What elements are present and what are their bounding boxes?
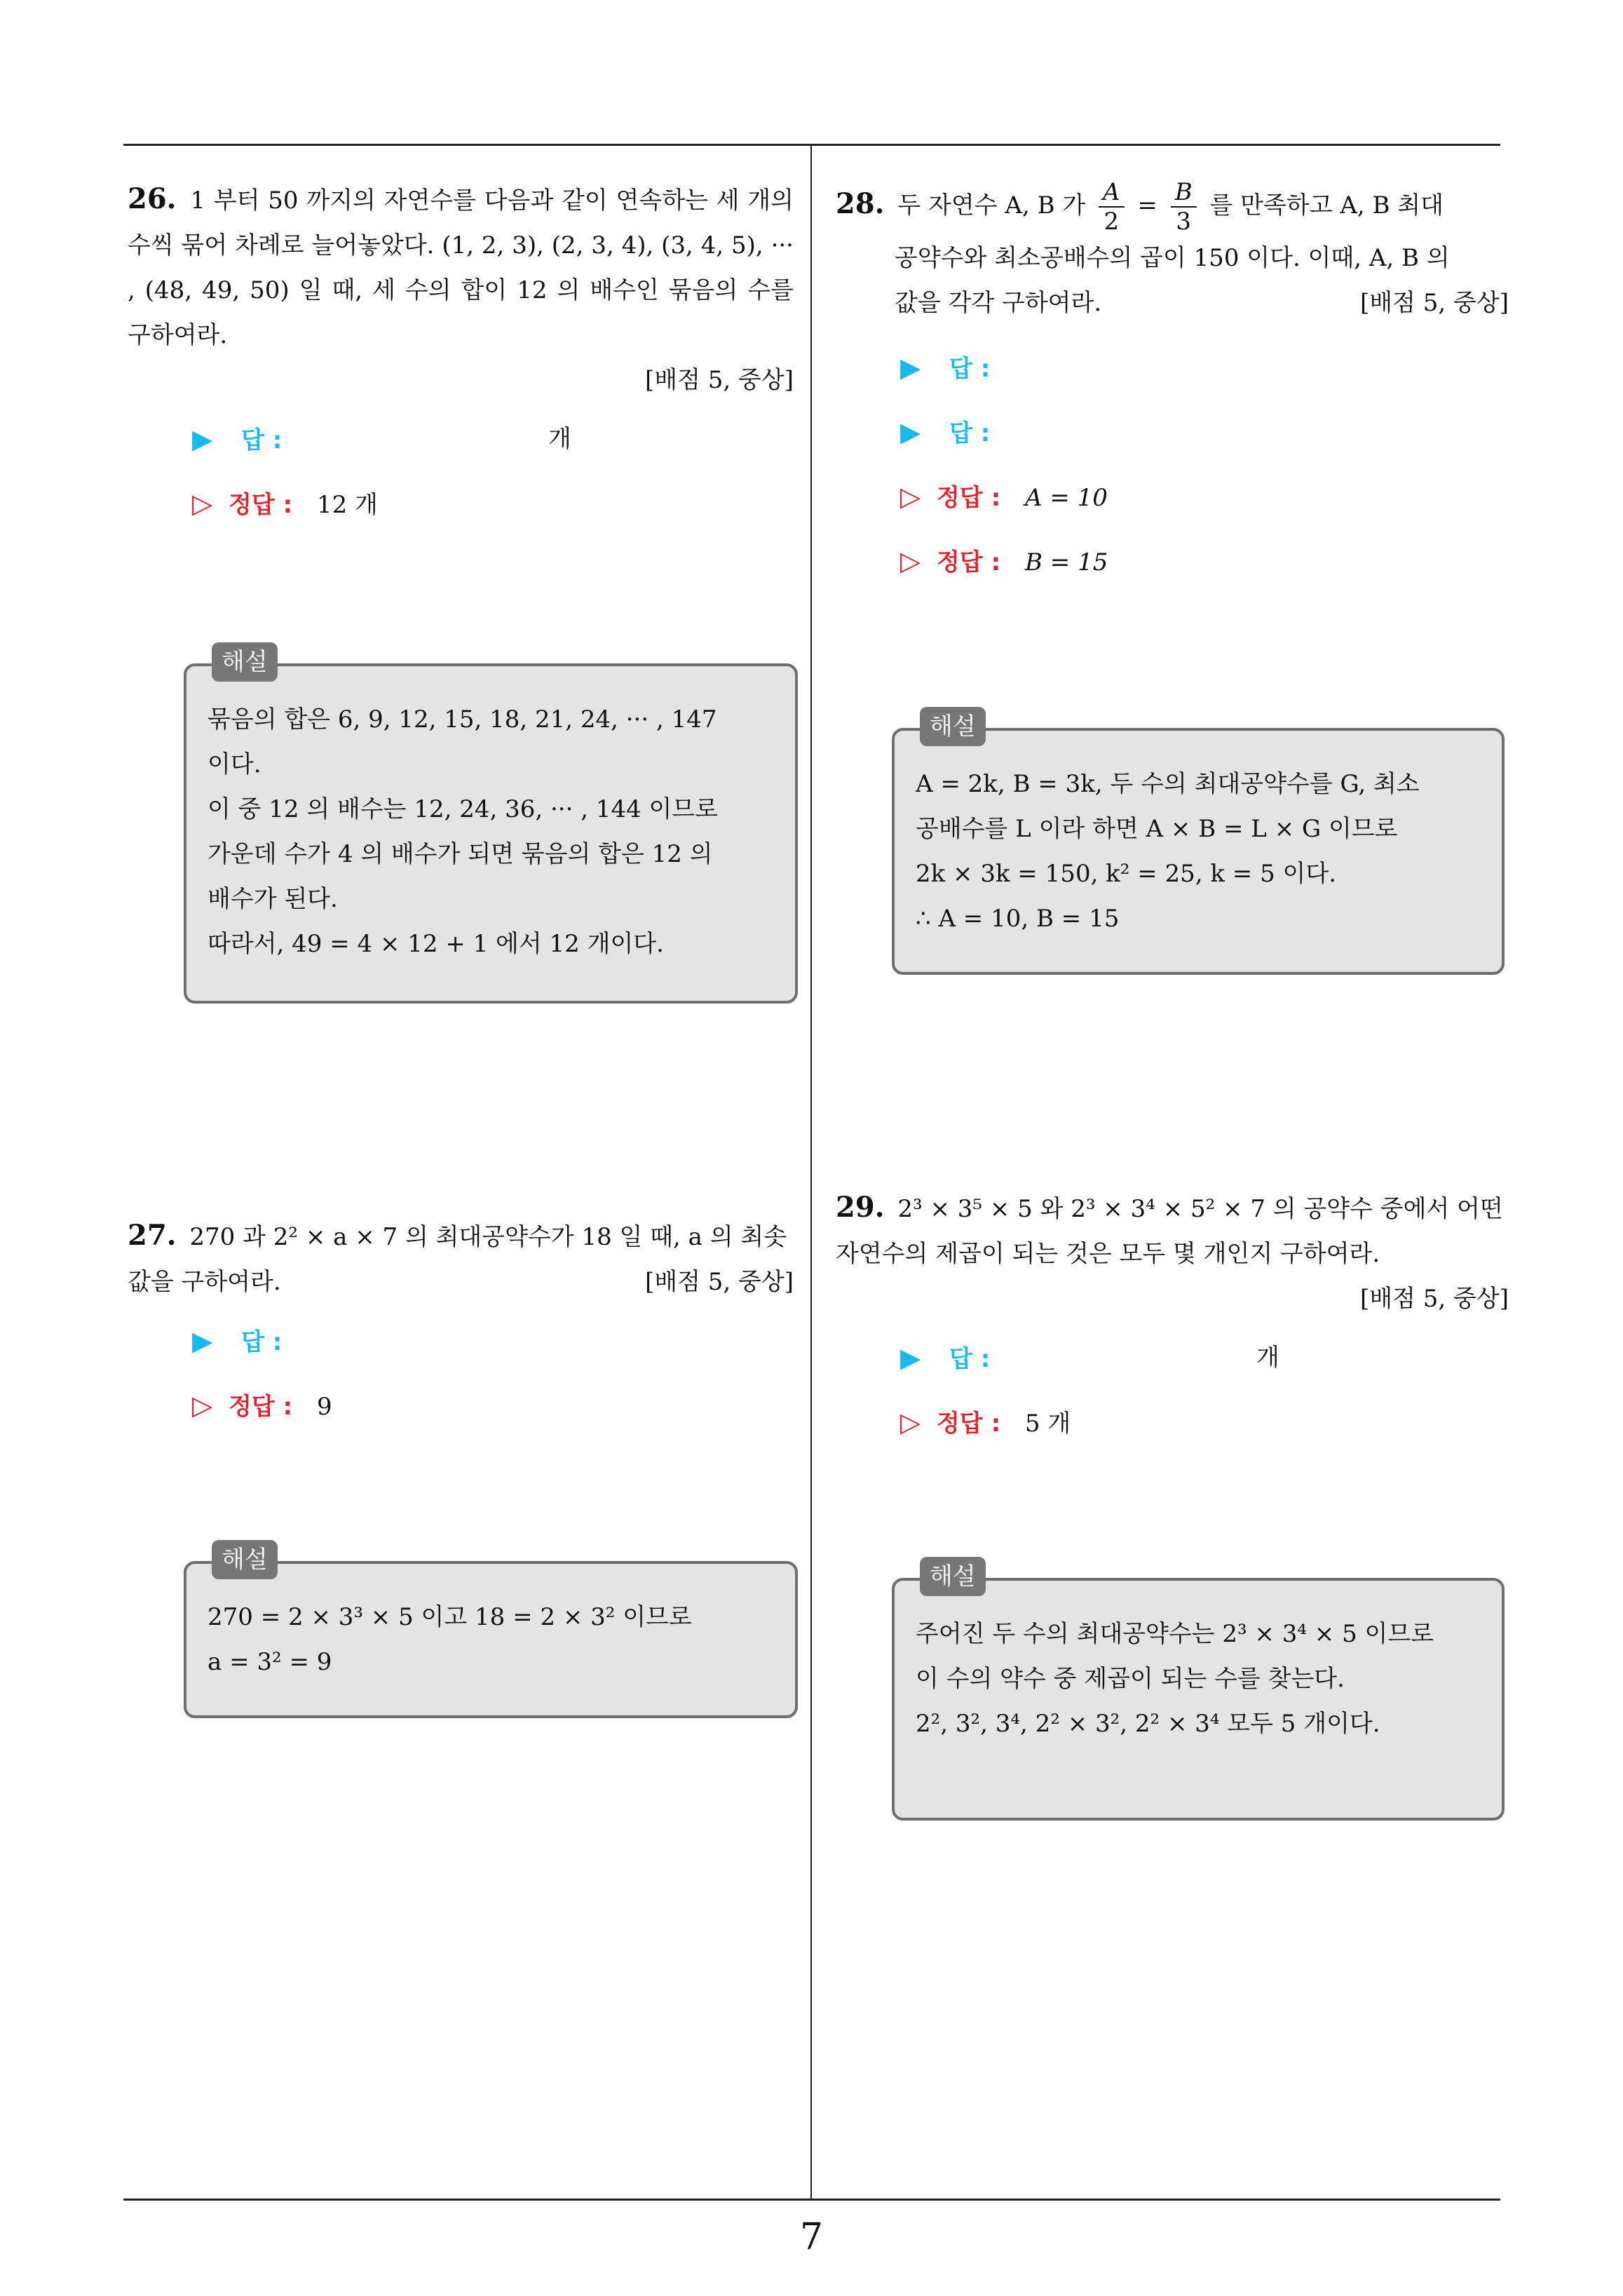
problem-number: 28. — [836, 187, 885, 220]
correct-arrow-icon: ▷ — [900, 1407, 921, 1438]
fraction-numerator: B — [1171, 178, 1197, 208]
problem-27 — [128, 1213, 794, 1426]
problem-number: 29. — [836, 1191, 885, 1224]
correct-value: B = 15 — [1024, 548, 1108, 576]
answer-arrow-icon: ▶ — [192, 1325, 213, 1356]
problem-text-line: 값을 각각 구하여라. — [895, 289, 1102, 317]
solution-line: 이 중 12 의 배수는 12, 24, 36, ··· , 144 이므로 — [208, 795, 719, 823]
correct-value: 5 개 — [1024, 1410, 1071, 1438]
correct-answer-row-2 — [900, 540, 1509, 582]
problem-meta: [배점 5, 중상] — [645, 1268, 794, 1296]
answer-label: 답 : — [241, 426, 283, 454]
answer-label: 답 : — [949, 355, 991, 383]
correct-arrow-icon: ▷ — [900, 546, 921, 576]
problem-meta: [배점 5, 중상] — [1360, 1285, 1509, 1313]
correct-label: 정답 : — [937, 1410, 1001, 1438]
answer-unit: 개 — [548, 425, 571, 453]
fraction-numerator: A — [1099, 178, 1125, 208]
answer-label: 답 : — [949, 1345, 991, 1373]
solution-box-26 — [184, 648, 798, 1004]
solution-line: 270 = 2 × 3³ × 5 이고 18 = 2 × 3² 이므로 — [208, 1603, 692, 1631]
answer-arrow-icon: ▶ — [900, 417, 921, 447]
problem-number: 27. — [128, 1219, 177, 1252]
fraction-a — [1099, 178, 1125, 236]
correct-answer-row — [900, 1401, 1509, 1443]
solution-line: 2k × 3k = 150, k² = 25, k = 5 이다. — [916, 860, 1337, 888]
problem-28 — [836, 178, 1509, 582]
solution-tag: 해설 — [920, 707, 986, 746]
correct-value: 9 — [316, 1393, 332, 1421]
solution-box-29 — [892, 1562, 1505, 1821]
correct-value: A = 10 — [1024, 484, 1108, 512]
top-rule — [123, 144, 1500, 146]
answer-row-2 — [900, 411, 1509, 453]
problem-meta: [배점 5, 중상] — [1360, 289, 1509, 317]
answer-row-1 — [900, 346, 1509, 389]
solution-line: 2², 3², 3⁴, 2² × 3², 2² × 3⁴ 모두 5 개이다. — [916, 1710, 1380, 1738]
solution-box-28 — [892, 713, 1505, 975]
problem-text: 1 부터 50 까지의 자연수를 다음과 같이 연속하는 세 개의 수씩 묶어 차례로 늘어놓았다. (1, 2, 3), (2, 3, 4), (3, 4, 5), ··· , (48, 49, 50) 일 때, 세 수의 합이 12 의 배수인 묶음의 수를 구하여라. — [128, 187, 794, 349]
correct-arrow-icon: ▷ — [900, 481, 921, 512]
solution-line: 배수가 된다. — [208, 885, 338, 913]
solution-tag: 해설 — [920, 1557, 986, 1596]
answer-arrow-icon: ▶ — [900, 1342, 921, 1373]
problem-meta: [배점 5, 중상] — [645, 366, 794, 394]
solution-box-27 — [184, 1546, 798, 1718]
problem-text: 2³ × 3⁵ × 5 와 2³ × 3⁴ × 5² × 7 의 공약수 중에서 어떤 자연수의 제곱이 되는 것은 모두 몇 개인지 구하여라. — [836, 1195, 1503, 1268]
correct-label: 정답 : — [937, 548, 1001, 576]
page-number: 7 — [799, 2216, 824, 2258]
problem-number: 26. — [128, 182, 177, 215]
solution-line: 묶음의 합은 6, 9, 12, 15, 18, 21, 24, ··· , 147 — [208, 705, 717, 734]
fraction-denominator: 2 — [1103, 208, 1120, 236]
problem-28-question — [836, 178, 1509, 236]
column-divider — [810, 144, 812, 2200]
solution-line: A = 2k, B = 3k, 두 수의 최대공약수를 G, 최소 — [916, 770, 1420, 798]
answer-label: 답 : — [949, 419, 991, 447]
problem-29 — [836, 1185, 1509, 1443]
problem-text: 270 과 2² × a × 7 의 최대공약수가 18 일 때, a 의 최솟값을 구하여라. — [128, 1223, 787, 1296]
problem-text: 두 자연수 A, B 가 — [897, 191, 1086, 220]
equals-sign: = — [1137, 191, 1157, 220]
solution-line: 이 수의 약수 중 제곱이 되는 수를 찾는다. — [916, 1665, 1345, 1693]
correct-label: 정답 : — [937, 484, 1001, 512]
solution-line: 가운데 수가 4 의 배수가 되면 묶음의 합은 12 의 — [208, 840, 713, 868]
correct-answer-row — [192, 1384, 794, 1426]
correct-arrow-icon: ▷ — [192, 1390, 213, 1421]
solution-line: 따라서, 49 = 4 × 12 + 1 에서 12 개이다. — [208, 930, 664, 958]
solution-line: 주어진 두 수의 최대공약수는 2³ × 3⁴ × 5 이므로 — [916, 1620, 1434, 1648]
solution-line: 공배수를 L 이라 하면 A × B = L × G 이므로 — [916, 815, 1398, 843]
solution-line: ∴ A = 10, B = 15 — [916, 905, 1120, 933]
answer-row — [900, 1337, 1509, 1379]
fraction-b — [1171, 178, 1197, 236]
problem-29-question — [836, 1185, 1509, 1276]
solution-line: 이다. — [208, 750, 262, 778]
correct-value: 12 개 — [316, 491, 378, 519]
solution-line: a = 3² = 9 — [208, 1648, 332, 1676]
answer-row — [192, 1320, 794, 1362]
correct-label: 정답 : — [229, 1393, 293, 1421]
fraction-denominator: 3 — [1176, 208, 1192, 236]
answer-unit: 개 — [1256, 1344, 1279, 1372]
solution-tag: 해설 — [212, 1540, 278, 1579]
answer-arrow-icon: ▶ — [900, 352, 921, 383]
answer-arrow-icon: ▶ — [192, 424, 213, 454]
answer-row — [192, 418, 794, 460]
correct-label: 정답 : — [229, 491, 293, 519]
solution-tag: 해설 — [212, 642, 278, 682]
problem-text: 를 만족하고 A, B 최대 — [1209, 191, 1444, 220]
problem-26 — [128, 177, 794, 525]
answer-label: 답 : — [241, 1328, 283, 1356]
correct-arrow-icon: ▷ — [192, 488, 213, 519]
problem-26-question — [128, 177, 794, 358]
problem-text-line: 공약수와 최소공배수의 곱이 150 이다. 이때, A, B 의 — [895, 244, 1450, 272]
correct-answer-row — [192, 482, 794, 525]
bottom-rule — [123, 2199, 1500, 2201]
correct-answer-row-1 — [900, 475, 1509, 518]
